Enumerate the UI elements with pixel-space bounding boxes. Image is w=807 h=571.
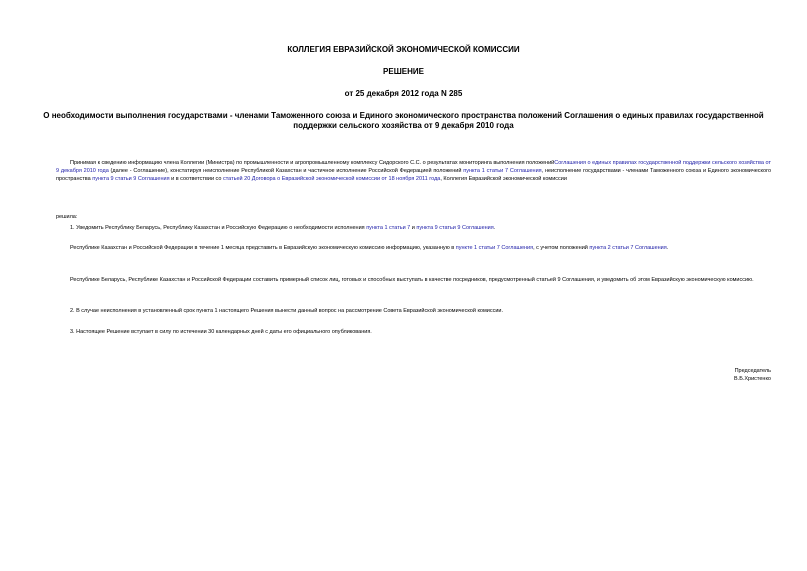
document-subject-title: О необходимости выполнения государствами - членами Таможенного союза и Единого экономического пространства положений Соглашения о единых правилах государственной поддержки сельского хозяйства от 9 декабря 2010 года xyxy=(43,111,764,130)
p2-text-3: . xyxy=(666,245,669,251)
intro-paragraph xyxy=(56,159,771,183)
p4-text: 2. В случае неисполнения в установленный срок пункта 1 настоящего Решения вынести данный вопрос на рассмотрение Совета Евразийской экономической комиссии. xyxy=(70,308,504,314)
p1-text-3: . xyxy=(493,225,496,231)
link-p1-art7-p1[interactable]: пункта 1 статьи 7 xyxy=(366,225,411,231)
document-page xyxy=(36,0,771,571)
link-p2-art7-p1[interactable]: пункте 1 статьи 7 Соглашения xyxy=(455,245,534,251)
paragraph-1 xyxy=(56,224,771,232)
resolved-label: решила: xyxy=(56,214,78,220)
paragraph-3 xyxy=(56,328,771,336)
document-type-heading: РЕШЕНИЕ xyxy=(383,67,424,76)
paragraph-1-mediators xyxy=(56,276,771,284)
issuing-body-heading: КОЛЛЕГИЯ ЕВРАЗИЙСКОЙ ЭКОНОМИЧЕСКОЙ КОМИССИИ xyxy=(287,45,520,54)
paragraph-2 xyxy=(56,307,771,315)
intro-text-5: , Коллегия Евразийской экономической комиссии xyxy=(440,176,567,182)
intro-text-4: и в соответствии со xyxy=(169,176,223,182)
link-p2-art7-p2[interactable]: пункта 2 статьи 7 Соглашения xyxy=(589,245,667,251)
intro-text-3: , неисполнение государствами - членами Таможенного союза и Единого экономического пространства xyxy=(56,168,772,182)
signatory-name: В.Б.Христенко xyxy=(734,376,771,382)
p2-text-2: , с учетом положений xyxy=(533,245,590,251)
p5-text: 3. Настоящее Решение вступает в силу по истечении 30 календарных дней с даты его официального опубликования. xyxy=(70,329,372,335)
document-date-number: от 25 декабря 2012 года N 285 xyxy=(344,89,463,98)
signature-block xyxy=(571,367,771,383)
intro-text-2: (далее - Соглашение), констатируя неисполнение Республикой Казахстан и частичное исполнение Российской Федерацией положений xyxy=(108,168,464,174)
signatory-title: Председатель xyxy=(734,368,771,374)
link-agreement[interactable]: Соглашения о единых правилах государственной поддержки сельского хозяйства от 9 декабря 2010 года xyxy=(56,160,771,174)
link-art7-p1[interactable]: пункта 1 статьи 7 Соглашения xyxy=(463,168,542,174)
paragraph-1-kz-rf xyxy=(56,244,771,252)
p1-text-1: 1. Уведомить Республику Беларусь, Республику Казахстан и Российскую Федерацию о необходимости исполнения xyxy=(70,225,367,231)
link-art9-p9[interactable]: пункта 9 статьи 9 Соглашения xyxy=(92,176,170,182)
link-treaty-art20[interactable]: статьей 20 Договора о Евразийской экономической комиссии от 18 ноября 2011 года xyxy=(222,176,441,182)
p1-text-2: и xyxy=(410,225,417,231)
p3-text: Республике Беларусь, Республике Казахстан и Российской Федерации составить примерный список лиц, готовых и способных выступать в качестве посредников, предусмотренный статьей 9 Соглашения, и уведомить об этом Евразийскую экономическую комиссию. xyxy=(70,277,754,283)
intro-text-1: Принимая к сведению информацию члена Коллегии (Министра) по промышленности и агропромышленному комплексу Сидорского С.С. о результатах мониторинга выполнения положений xyxy=(70,160,555,166)
link-p1-art9-p9[interactable]: пункта 9 статьи 9 Соглашения xyxy=(416,225,494,231)
p2-text-1: Республике Казахстан и Российской Федерации в течение 1 месяца представить в Евразийскую экономическую комиссию информацию, указанную в xyxy=(70,245,456,251)
